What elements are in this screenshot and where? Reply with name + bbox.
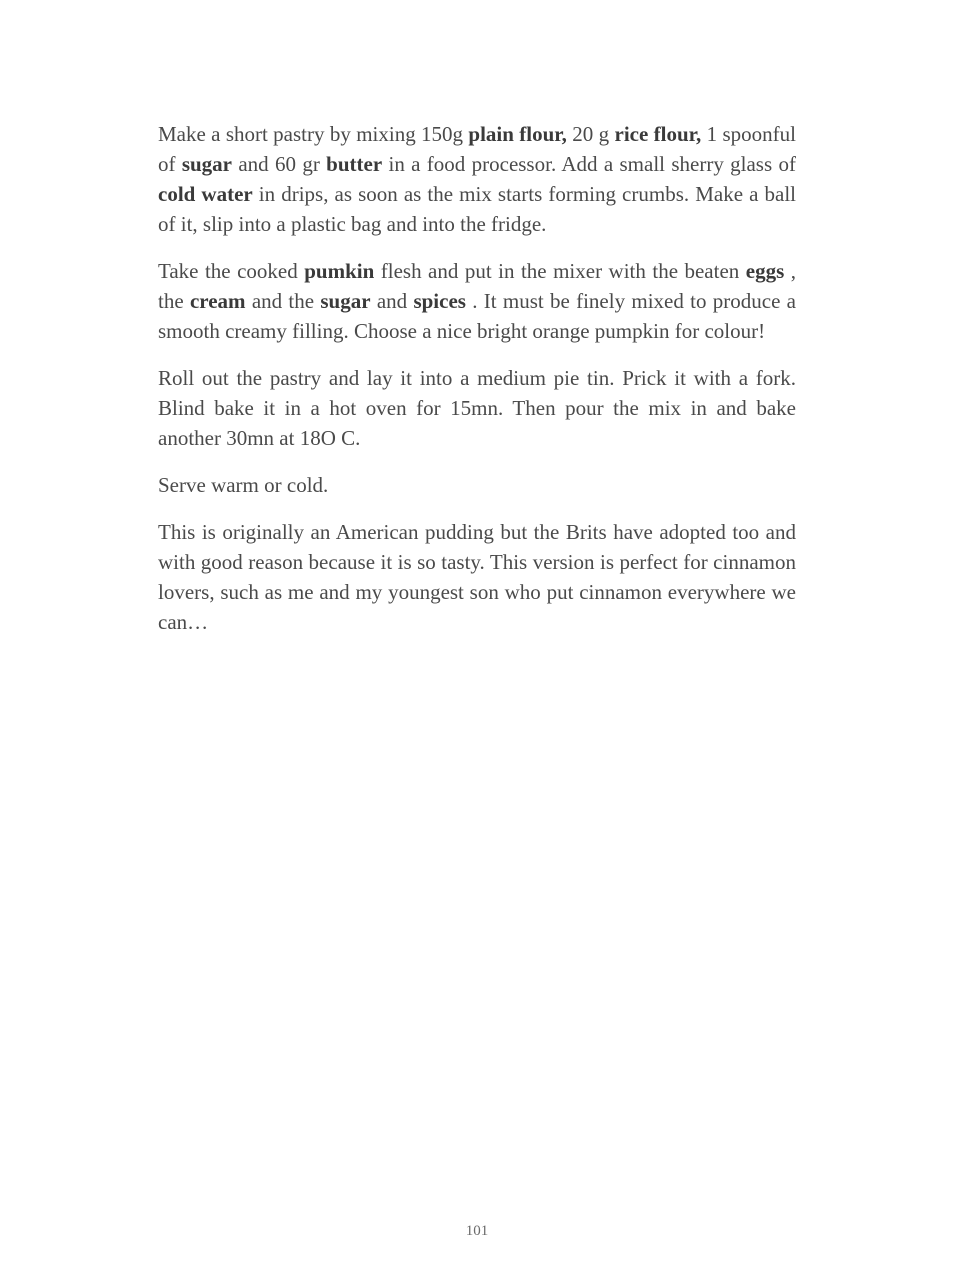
ingredient-sugar: sugar	[181, 152, 233, 176]
ingredient-pumkin: pumkin	[304, 259, 375, 283]
text-run: 20 g	[566, 122, 615, 146]
ingredient-cold-water: cold water	[158, 182, 253, 206]
text-run: flesh and put in the mixer with the beaten	[374, 259, 746, 283]
text-run: and the	[245, 289, 321, 313]
ingredient-rice-flour: rice flour,	[614, 122, 702, 146]
text-run: 1 spoonful of	[158, 122, 796, 176]
paragraph-baking	[158, 363, 796, 453]
page-number: 101	[465, 1223, 489, 1239]
paragraph-pastry	[158, 119, 796, 239]
ingredient-butter: butter	[326, 152, 383, 176]
text-run: in a food processor. Add a small sherry glass of	[382, 152, 796, 176]
text-run: and 60 gr	[232, 152, 327, 176]
text-run: in drips, as soon as the mix starts forming crumbs. Make a ball of it, slip into a plastic bag and into the fridge.	[158, 182, 796, 236]
text-run: Serve warm or cold.	[158, 473, 329, 497]
ingredient-spices: spices	[413, 289, 466, 313]
text-run: , the	[158, 259, 796, 313]
ingredient-plain-flour: plain flour,	[468, 122, 567, 146]
ingredient-eggs: eggs	[745, 259, 785, 283]
text-run: and	[370, 289, 414, 313]
text-run: Make a short pastry by mixing 150g	[158, 122, 469, 146]
paragraph-note	[158, 517, 796, 637]
ingredient-sugar-filling: sugar	[320, 289, 371, 313]
ingredient-cream: cream	[189, 289, 246, 313]
text-run: . It must be finely mixed to produce a smooth creamy filling. Choose a nice bright orange pumpkin for colour!	[158, 289, 796, 343]
paragraph-serving	[158, 470, 796, 500]
text-run: Take the cooked	[158, 259, 305, 283]
text-run: This is originally an American pudding but the Brits have adopted too and with good reason because it is so tasty. This version is perfect for cinnamon lovers, such as me and my youngest son who put cinnamon everywhere we can…	[158, 520, 796, 634]
recipe-body	[158, 119, 796, 654]
paragraph-filling	[158, 256, 796, 346]
text-run: Roll out the pastry and lay it into a medium pie tin. Prick it with a fork. Blind bake it in a hot oven for 15mn. Then pour the mix in and bake another 30mn at 18O C.	[158, 366, 796, 450]
